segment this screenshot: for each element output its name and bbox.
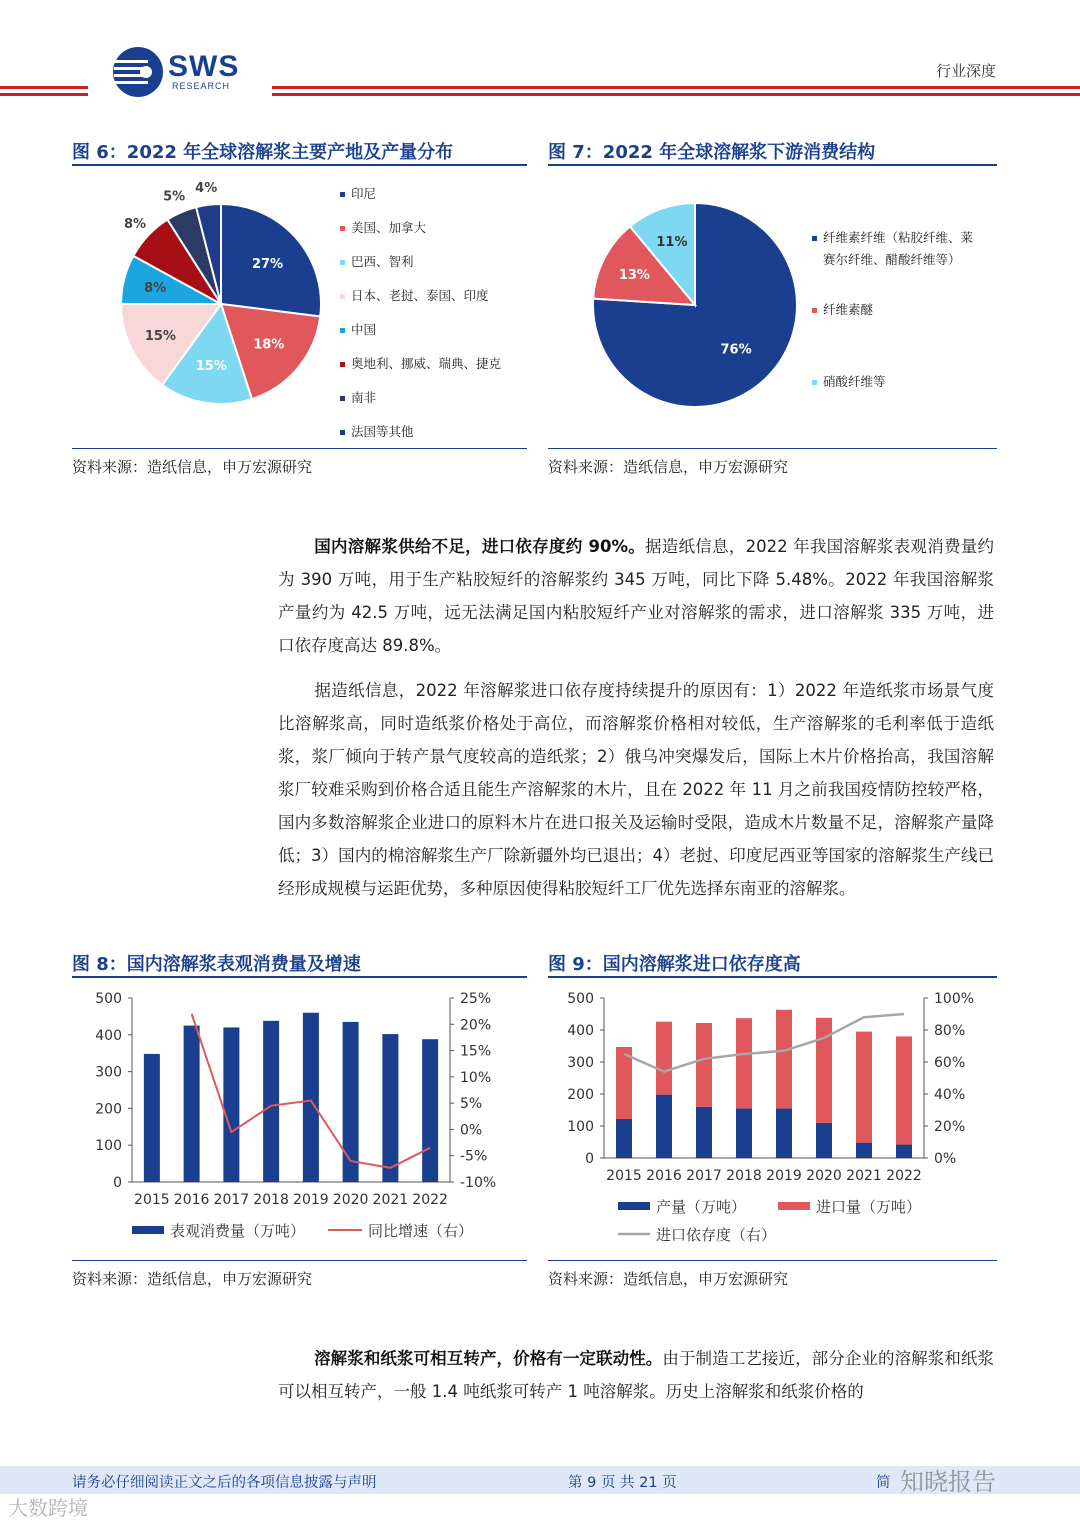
x-tick-label: 2017 [213, 1192, 250, 1208]
x-tick-label: 2016 [173, 1192, 210, 1208]
y2-tick-label: 60% [934, 1055, 966, 1071]
legend-swatch [340, 192, 345, 197]
x-tick-label: 2021 [846, 1168, 882, 1184]
paragraph-lead: 溶解浆和纸浆可相互转产，价格有一定联动性。 [314, 1349, 663, 1368]
fig7-legend-item: 硝酸纤维等 [812, 372, 886, 390]
legend-swatch-import [778, 1202, 810, 1210]
fig6-legend-item: 日本、老挝、泰国、印度 [340, 286, 489, 304]
paragraph-reasons [278, 674, 994, 905]
header-rule-left [0, 86, 88, 96]
legend-label: 产量（万吨） [656, 1198, 747, 1216]
y-tick-label: 500 [95, 991, 122, 1007]
fig7-pie-chart [590, 200, 800, 410]
bar [422, 1039, 438, 1182]
fig9-title: 图 9：国内溶解浆进口依存度高 [548, 954, 801, 975]
bar-import [736, 1018, 752, 1108]
y2-tick-label: 25% [460, 991, 492, 1007]
sws-logo-icon [112, 46, 164, 98]
fig6-legend-item: 奥地利、挪威、瑞典、捷克 [340, 354, 501, 372]
bar-import [656, 1022, 672, 1095]
bar [343, 1022, 359, 1182]
logo-text: SWS [168, 50, 240, 83]
fig8-title: 图 8：国内溶解浆表观消费量及增速 [72, 954, 361, 975]
legend-label: 表观消费量（万吨） [170, 1222, 306, 1240]
paragraph-price-linkage [278, 1342, 994, 1408]
fig7-top-rule [548, 164, 997, 166]
y2-tick-label: 80% [934, 1023, 966, 1039]
y-tick-label: 0 [113, 1175, 122, 1191]
y-tick-label: 100 [567, 1119, 594, 1135]
pie-value-label: 15% [144, 328, 176, 344]
legend-swatch-bar [132, 1226, 164, 1234]
legend-swatch [812, 236, 817, 241]
pie-value-label: 15% [195, 359, 227, 375]
y2-tick-label: 15% [460, 1043, 492, 1060]
x-tick-label: 2015 [134, 1192, 170, 1208]
legend-swatch-production [618, 1202, 650, 1210]
y2-tick-label: -5% [460, 1148, 488, 1165]
x-tick-label: 2019 [766, 1168, 802, 1184]
fig7-legend-item-cont: 赛尔纤维、醋酸纤维等） [823, 252, 961, 267]
fig8-chart [72, 984, 527, 1254]
paragraph-import-dependence [278, 530, 994, 662]
fig9-source: 资料来源：造纸信息，申万宏源研究 [548, 1270, 789, 1288]
fig6-legend-item: 南非 [340, 388, 376, 406]
legend-swatch [340, 362, 345, 367]
paragraph-body: 据造纸信息，2022 年我国溶解浆表观消费量约为 390 万吨，用于生产粘胶短纤的溶解浆约 345 万吨，同比下降 5.48%。2022 年我国溶解浆产量约为 42.5 万吨，远无法满足国内粘胶短纤产业对溶解浆的需求，进口溶解浆 335 万吨，进口依存度高达 89.8%。 [278, 537, 994, 655]
x-tick-label: 2018 [253, 1192, 289, 1208]
bar-production [896, 1145, 912, 1158]
legend-label: 同比增速（右） [368, 1222, 474, 1240]
bar-production [656, 1095, 672, 1158]
bar [144, 1054, 160, 1182]
fig6-legend-item: 美国、加拿大 [340, 218, 426, 236]
bar [382, 1034, 398, 1182]
x-tick-label: 2015 [606, 1168, 642, 1184]
bar-import [816, 1018, 832, 1123]
header-category-tag: 行业深度 [936, 62, 997, 80]
fig6-top-rule [72, 164, 527, 166]
fig7-bottom-rule [548, 448, 997, 449]
legend-swatch [340, 226, 345, 231]
legend-swatch [340, 396, 345, 401]
pie-value-label: 5% [163, 189, 186, 205]
y2-tick-label: 40% [934, 1087, 966, 1103]
pie-value-label: 18% [253, 337, 285, 353]
y-tick-label: 400 [567, 1023, 594, 1039]
bar-production [776, 1108, 792, 1158]
legend-swatch [812, 380, 817, 385]
pie-value-label: 76% [720, 342, 752, 358]
footer-page-number: 第 9 页 共 21 页 [568, 1475, 677, 1491]
y2-tick-label: 0% [934, 1151, 957, 1167]
pie-value-label: 11% [656, 235, 688, 251]
y-tick-label: 300 [567, 1055, 594, 1071]
x-tick-label: 2020 [806, 1168, 842, 1184]
fig9-bottom-rule [548, 1260, 997, 1261]
bar [223, 1027, 239, 1182]
y-tick-label: 200 [567, 1087, 594, 1103]
y2-tick-label: 0% [460, 1122, 483, 1139]
footer-right-text: 简 [876, 1475, 891, 1491]
y2-tick-label: 20% [934, 1119, 966, 1135]
paragraph-body: 由于制造工艺接近，部分企业的溶解浆和纸浆可以相互转产，一般 1.4 吨纸浆可转产 1 吨溶解浆。历史上溶解浆和纸浆价格的 [278, 1349, 995, 1401]
bar-import [776, 1010, 792, 1109]
bar-import [696, 1023, 712, 1107]
y-tick-label: 500 [567, 991, 594, 1007]
watermark-left: 大数跨境 [8, 1496, 88, 1520]
x-tick-label: 2019 [293, 1192, 329, 1208]
bar-import [856, 1032, 872, 1143]
fig6-legend-item: 中国 [340, 320, 376, 338]
y-tick-label: 400 [95, 1027, 122, 1044]
x-tick-label: 2021 [372, 1192, 409, 1208]
fig9-chart [548, 984, 997, 1254]
header-rule-right [272, 86, 1080, 96]
pie-value-label: 13% [618, 268, 650, 284]
bar [184, 1026, 200, 1182]
x-tick-label: 2017 [686, 1168, 722, 1184]
bar-production [856, 1143, 872, 1158]
y-tick-label: 100 [95, 1138, 122, 1155]
paragraph-lead: 国内溶解浆供给不足，进口依存度约 90%。 [314, 537, 646, 556]
fig6-legend-item: 法国等其他 [340, 422, 414, 440]
y-tick-label: 300 [95, 1064, 122, 1081]
legend-label: 进口依存度（右） [656, 1226, 777, 1244]
y2-tick-label: 100% [934, 991, 975, 1007]
fig7-title: 图 7：2022 年全球溶解浆下游消费结构 [548, 142, 876, 163]
bar [303, 1013, 319, 1182]
bar-production [736, 1108, 752, 1158]
fig7-source: 资料来源：造纸信息，申万宏源研究 [548, 458, 789, 476]
bar-production [816, 1123, 832, 1158]
x-tick-label: 2022 [886, 1168, 922, 1184]
pie-value-label: 4% [195, 180, 218, 196]
legend-swatch [340, 430, 345, 435]
y2-tick-label: 20% [460, 1017, 492, 1034]
legend-swatch [812, 308, 817, 313]
fig7-legend-item: 纤维素醚 [812, 300, 873, 318]
watermark-right: 知晓报告 [900, 1468, 996, 1496]
legend-swatch [340, 260, 345, 265]
x-tick-label: 2018 [726, 1168, 762, 1184]
x-tick-label: 2020 [332, 1192, 369, 1208]
fig6-legend-item: 巴西、智利 [340, 252, 414, 270]
fig8-source: 资料来源：造纸信息，申万宏源研究 [72, 1270, 313, 1288]
footer-disclaimer: 请务必仔细阅读正文之后的各项信息披露与声明 [72, 1475, 377, 1491]
pie-value-label: 8% [144, 281, 167, 297]
pie-value-label: 8% [123, 217, 147, 233]
y2-tick-label: 5% [460, 1096, 483, 1113]
x-tick-label: 2016 [646, 1168, 682, 1184]
legend-swatch [340, 328, 345, 333]
fig8-top-rule [72, 976, 527, 978]
x-tick-label: 2022 [412, 1192, 448, 1208]
paragraph-body: 据造纸信息，2022 年溶解浆进口依存度持续提升的原因有：1）2022 年造纸浆市场景气度比溶解浆高，同时造纸浆价格处于高位，而溶解浆价格相对较低，生产溶解浆的毛利率低于造纸浆，浆厂倾向于转产景气度较高的造纸浆；2）俄乌冲突爆发后，国际上木片价格抬高，我国溶解浆厂较难采购到价格合适且能生产溶解浆的木片，且在 2022 年 11 月之前我国疫情防控较严格，国内多数溶解浆企业进口的原料木片在进口报关及运输时受限，造成木片数量不足，溶解浆产量降低；3）国内的棉溶解浆生产厂除新疆外均已退出；4）老挝、印度尼西亚等国家的溶解浆生产线已经形成规模与运距优势，多种原因使得粘胶短纤工厂优先选择东南亚的溶解浆。 [278, 681, 994, 898]
pie-value-label: 27% [251, 256, 284, 272]
fig7-legend-item: 纤维素纤维（粘胶纤维、莱 [812, 228, 973, 246]
bar-production [696, 1107, 712, 1158]
fig6-bottom-rule [72, 448, 527, 449]
fig6-legend-item: 印尼 [340, 184, 376, 202]
legend-label: 进口量（万吨） [816, 1198, 922, 1216]
bar-production [616, 1119, 632, 1158]
fig8-bottom-rule [72, 1260, 527, 1261]
fig6-title: 图 6：2022 年全球溶解浆主要产地及产量分布 [72, 142, 454, 163]
y-tick-label: 200 [95, 1101, 122, 1118]
y2-tick-label: -10% [460, 1175, 497, 1191]
legend-swatch [340, 294, 345, 299]
y-tick-label: 0 [585, 1151, 594, 1167]
logo-subtext: RESEARCH [172, 81, 231, 91]
fig9-top-rule [548, 976, 997, 978]
fig6-source: 资料来源：造纸信息，申万宏源研究 [72, 458, 313, 476]
bar-import [896, 1036, 912, 1144]
y2-tick-label: 10% [460, 1069, 492, 1086]
fig6-pie-chart [100, 180, 340, 420]
bar [263, 1021, 279, 1182]
